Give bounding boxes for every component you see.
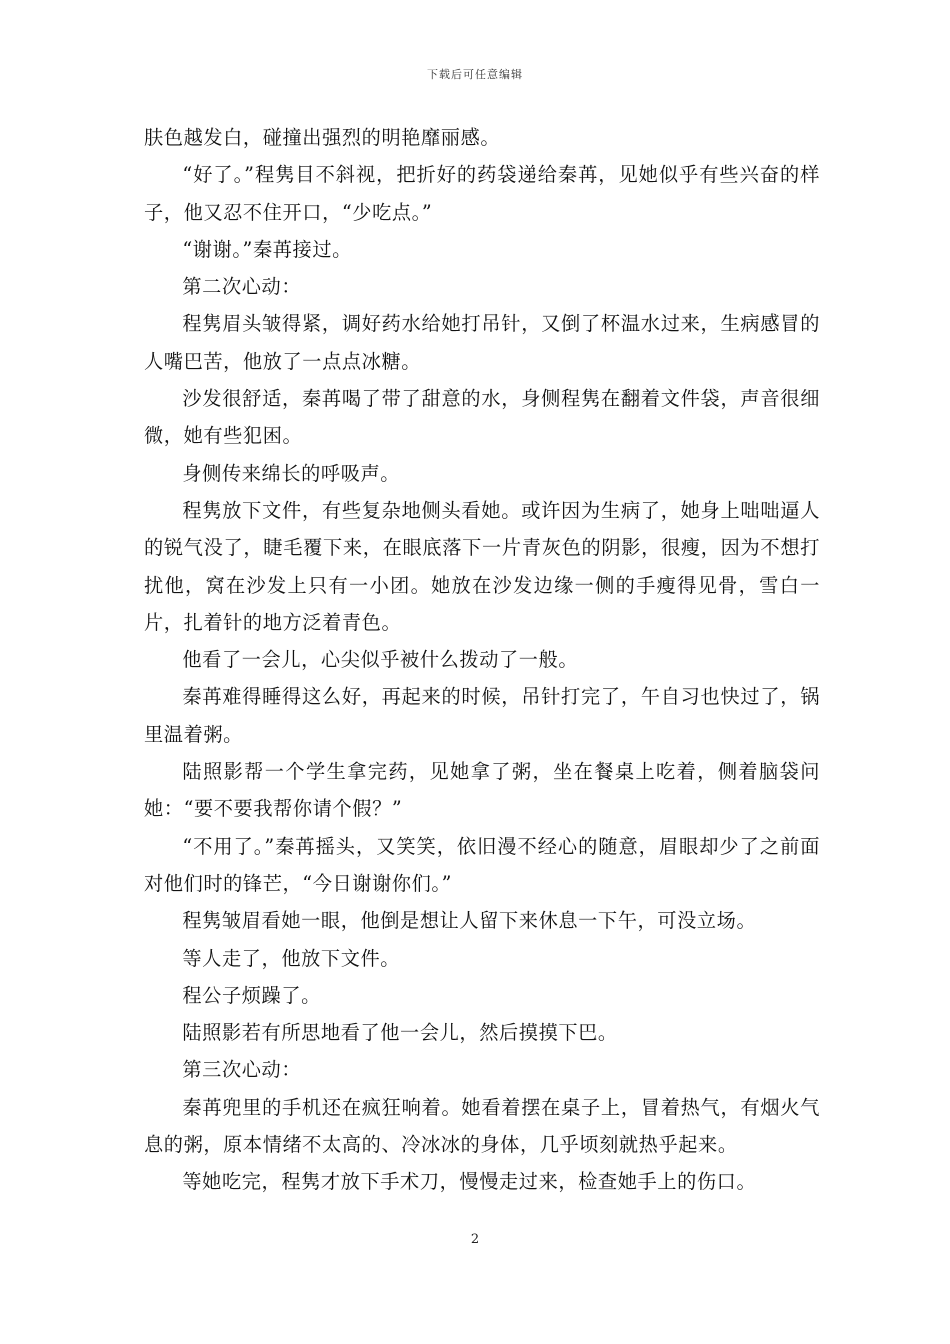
page-header: 下载后可任意编辑 (427, 68, 523, 81)
paragraph: 秦苒兜里的手机还在疯狂响着。她看着摆在桌子上，冒着热气，有烟火气息的粥，原本情绪不太高的、冷冰冰的身体，几乎顷刻就热乎起来。 (144, 1095, 820, 1157)
paragraph: 陆照影若有所思地看了他一会儿，然后摸摸下巴。 (182, 1021, 618, 1045)
page-number: 2 (470, 1232, 480, 1247)
paragraph: 他看了一会儿，心尖似乎被什么拨动了一般。 (182, 648, 579, 672)
section-heading: 第三次心动： (182, 1058, 302, 1082)
paragraph: 等人走了，他放下文件。 (182, 946, 401, 970)
paragraph-continued: 肤色越发白，碰撞出强烈的明艳靡丽感。 (144, 126, 501, 149)
paragraph: “谢谢。”秦苒接过。 (182, 237, 352, 261)
paragraph: 程隽眉头皱得紧，调好药水给她打吊针，又倒了杯温水过来，生病感冒的人嘴巴苦，他放了一点点冰糖。 (144, 312, 820, 373)
paragraph: 程隽放下文件，有些复杂地侧头看她。或许因为生病了，她身上咄咄逼人的锐气没了，睫毛覆下来，在眼底落下一片青灰色的阴影，很瘦，因为不想打扰他，窝在沙发上只有一小团。她放在沙发边缘一侧的手瘦得见骨，雪白一片，扎着针的地方泛着青色。 (144, 498, 820, 634)
paragraph: 等她吃完，程隽才放下手术刀，慢慢走过来，检查她手上的伤口。 (182, 1170, 757, 1194)
paragraph: 秦苒难得睡得这么好，再起来的时候，吊针打完了，午自习也快过了，锅里温着粥。 (144, 685, 820, 746)
section-heading: 第二次心动： (182, 275, 302, 299)
paragraph: “不用了。”秦苒摇头，又笑笑，依旧漫不经心的随意，眉眼却少了之前面对他们时的锋芒，“今日谢谢你们。” (144, 834, 820, 895)
paragraph: “好了。”程隽目不斜视，把折好的药袋递给秦苒，见她似乎有些兴奋的样子，他又忍不住开口，“少吃点。” (144, 163, 820, 224)
paragraph: 陆照影帮一个学生拿完药，见她拿了粥，坐在餐桌上吃着，侧着脑袋问她：“要不要我帮你请个假？” (144, 760, 820, 821)
document-body (144, 119, 820, 1201)
paragraph: 身侧传来绵长的呼吸声。 (182, 461, 401, 485)
paragraph: 程隽皱眉看她一眼，他倒是想让人留下来休息一下午，可没立场。 (182, 909, 757, 933)
paragraph: 程公子烦躁了。 (182, 983, 321, 1007)
paragraph: 沙发很舒适，秦苒喝了带了甜意的水，身侧程隽在翻着文件袋，声音很细微，她有些犯困。 (144, 387, 820, 448)
